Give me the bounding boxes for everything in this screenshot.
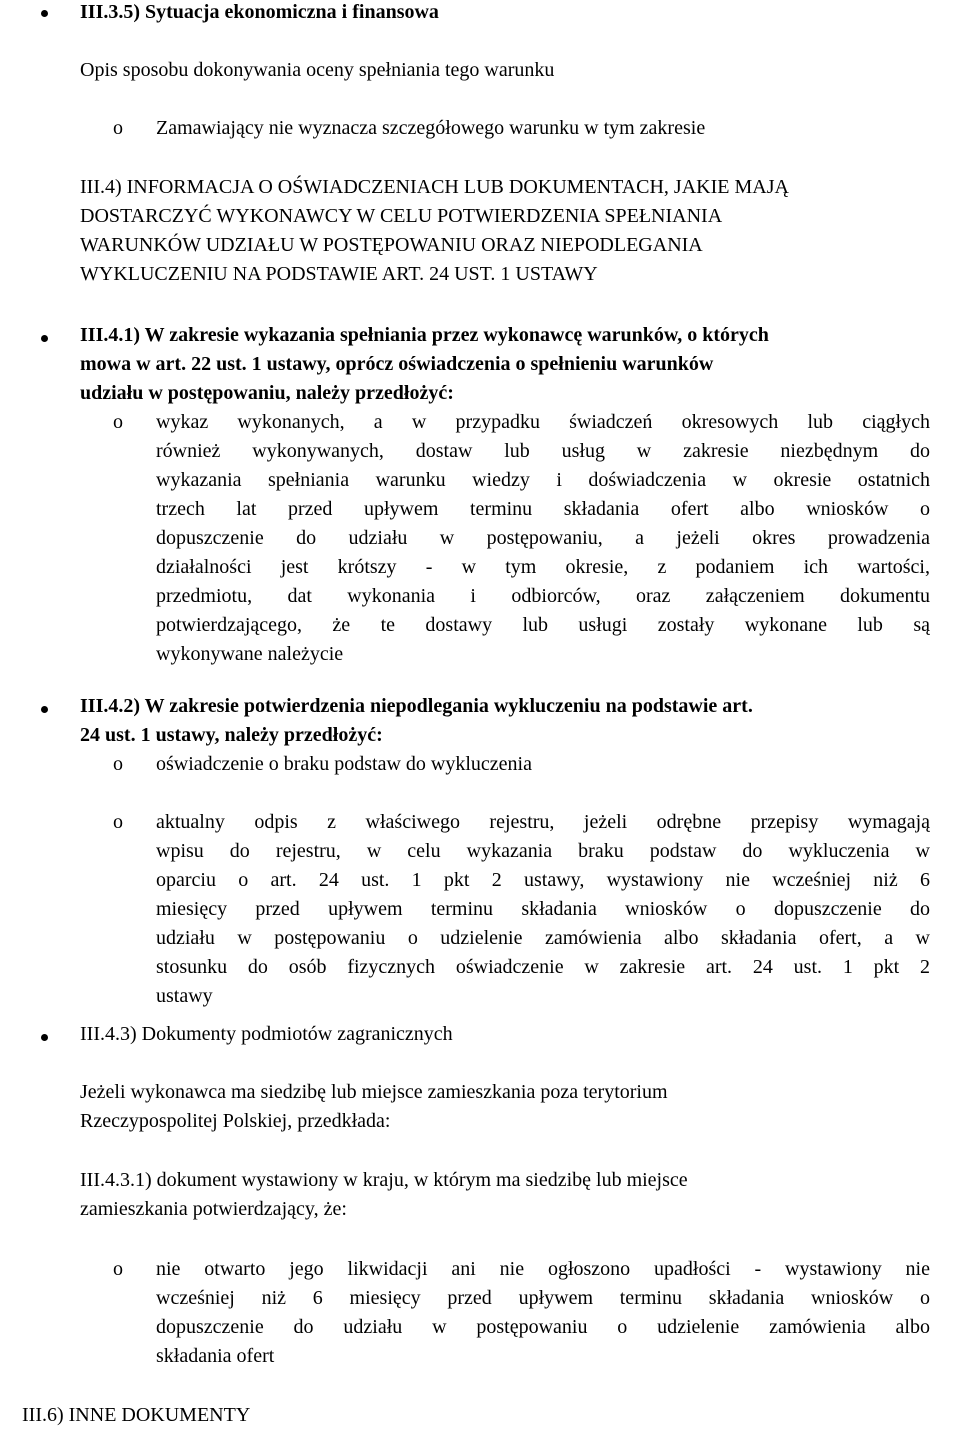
subsection-heading-line: III.4.1) W zakresie wykazania spełniania przez wykonawcę warunków, o których — [80, 324, 769, 346]
paragraph-line: zamieszkania potwierdzający, że: — [80, 1198, 347, 1220]
list-marker: o — [113, 811, 123, 833]
list-item-line: dopuszczenie do udziału w postępowaniu o udzielenie zamówienia albo — [156, 1316, 930, 1338]
list-item-line: wykaz wykonanych, a w przypadku świadczeń okresowych lub ciągłych — [156, 411, 930, 433]
subsection-heading-line: 24 ust. 1 ustawy, należy przedłożyć: — [80, 724, 383, 746]
list-item-line: dopuszczenie do udziału w postępowaniu, a jeżeli okres prowadzenia — [156, 527, 930, 549]
list-item-line: działalności jest krótszy - w tym okresie, z podaniem ich wartości, — [156, 556, 930, 578]
list-marker: o — [113, 117, 123, 139]
section-heading-line: WYKLUCZENIU NA PODSTAWIE ART. 24 UST. 1 USTAWY — [80, 263, 598, 285]
method-label: Opis sposobu dokonywania oceny spełniania tego warunku — [80, 59, 555, 81]
list-item-line: wykazania spełniania warunku wiedzy i doświadczenia w okresie ostatnich — [156, 469, 930, 491]
bullet-icon — [41, 1034, 48, 1041]
list-item-line: potwierdzającego, że te dostawy lub usługi zostały wykonane lub są — [156, 614, 930, 636]
paragraph-line: Jeżeli wykonawca ma siedzibę lub miejsce zamieszkania poza terytorium — [80, 1081, 668, 1103]
list-item-line: trzech lat przed upływem terminu składania ofert albo wniosków o — [156, 498, 930, 520]
paragraph-line: III.4.3.1) dokument wystawiony w kraju, w którym ma siedzibę lub miejsce — [80, 1169, 688, 1191]
list-item-line: wykonywane należycie — [156, 643, 344, 665]
list-marker: o — [113, 753, 123, 775]
list-item-line: udziału w postępowaniu o udzielenie zamówienia albo składania ofert, a w — [156, 927, 930, 949]
list-marker: o — [113, 1258, 123, 1280]
list-item-line: wpisu do rejestru, w celu wykazania braku podstaw do wykluczenia w — [156, 840, 930, 862]
section-heading-line: WARUNKÓW UDZIAŁU W POSTĘPOWANIU ORAZ NIEPODLEGANIA — [80, 234, 703, 256]
list-item: oświadczenie o braku podstaw do wykluczenia — [156, 753, 532, 775]
section-heading-line: III.4) INFORMACJA O OŚWIADCZENIACH LUB DOKUMENTACH, JAKIE MAJĄ — [80, 176, 789, 198]
section-heading: III.6) INNE DOKUMENTY — [22, 1404, 251, 1426]
list-item: Zamawiający nie wyznacza szczegółowego warunku w tym zakresie — [156, 117, 706, 139]
list-item-line: również wykonywanych, dostaw lub usług w zakresie niezbędnym do — [156, 440, 930, 462]
list-item-line: ustawy — [156, 985, 213, 1007]
list-item-line: przedmiotu, dat wykonania i odbiorców, oraz załączeniem dokumentu — [156, 585, 930, 607]
subsection-heading-line: mowa w art. 22 ust. 1 ustawy, oprócz oświadczenia o spełnieniu warunków — [80, 353, 714, 375]
subsection-heading-line: udziału w postępowaniu, należy przedłożyć: — [80, 382, 454, 404]
list-item-line: wcześniej niż 6 miesięcy przed upływem terminu składania wniosków o — [156, 1287, 930, 1309]
list-item-line: miesięcy przed upływem terminu składania wniosków o dopuszczenie do — [156, 898, 930, 920]
bullet-icon — [41, 335, 48, 342]
list-item-line: oparciu o art. 24 ust. 1 pkt 2 ustawy, wystawiony nie wcześniej niż 6 — [156, 869, 930, 891]
section-heading: III.3.5) Sytuacja ekonomiczna i finansowa — [80, 1, 439, 23]
subsection-heading-line: III.4.2) W zakresie potwierdzenia niepodlegania wykluczeniu na podstawie art. — [80, 695, 753, 717]
bullet-icon — [41, 706, 48, 713]
bullet-icon — [41, 10, 48, 17]
list-marker: o — [113, 411, 123, 433]
list-item-line: aktualny odpis z właściwego rejestru, jeżeli odrębne przepisy wymagają — [156, 811, 930, 833]
subsection-heading: III.4.3) Dokumenty podmiotów zagranicznych — [80, 1023, 453, 1045]
paragraph-line: Rzeczypospolitej Polskiej, przedkłada: — [80, 1110, 391, 1132]
list-item-line: składania ofert — [156, 1345, 275, 1367]
list-item-line: stosunku do osób fizycznych oświadczenie w zakresie art. 24 ust. 1 pkt 2 — [156, 956, 930, 978]
section-heading-line: DOSTARCZYĆ WYKONAWCY W CELU POTWIERDZENIA SPEŁNIANIA — [80, 205, 723, 227]
list-item-line: nie otwarto jego likwidacji ani nie ogłoszono upadłości - wystawiony nie — [156, 1258, 930, 1280]
